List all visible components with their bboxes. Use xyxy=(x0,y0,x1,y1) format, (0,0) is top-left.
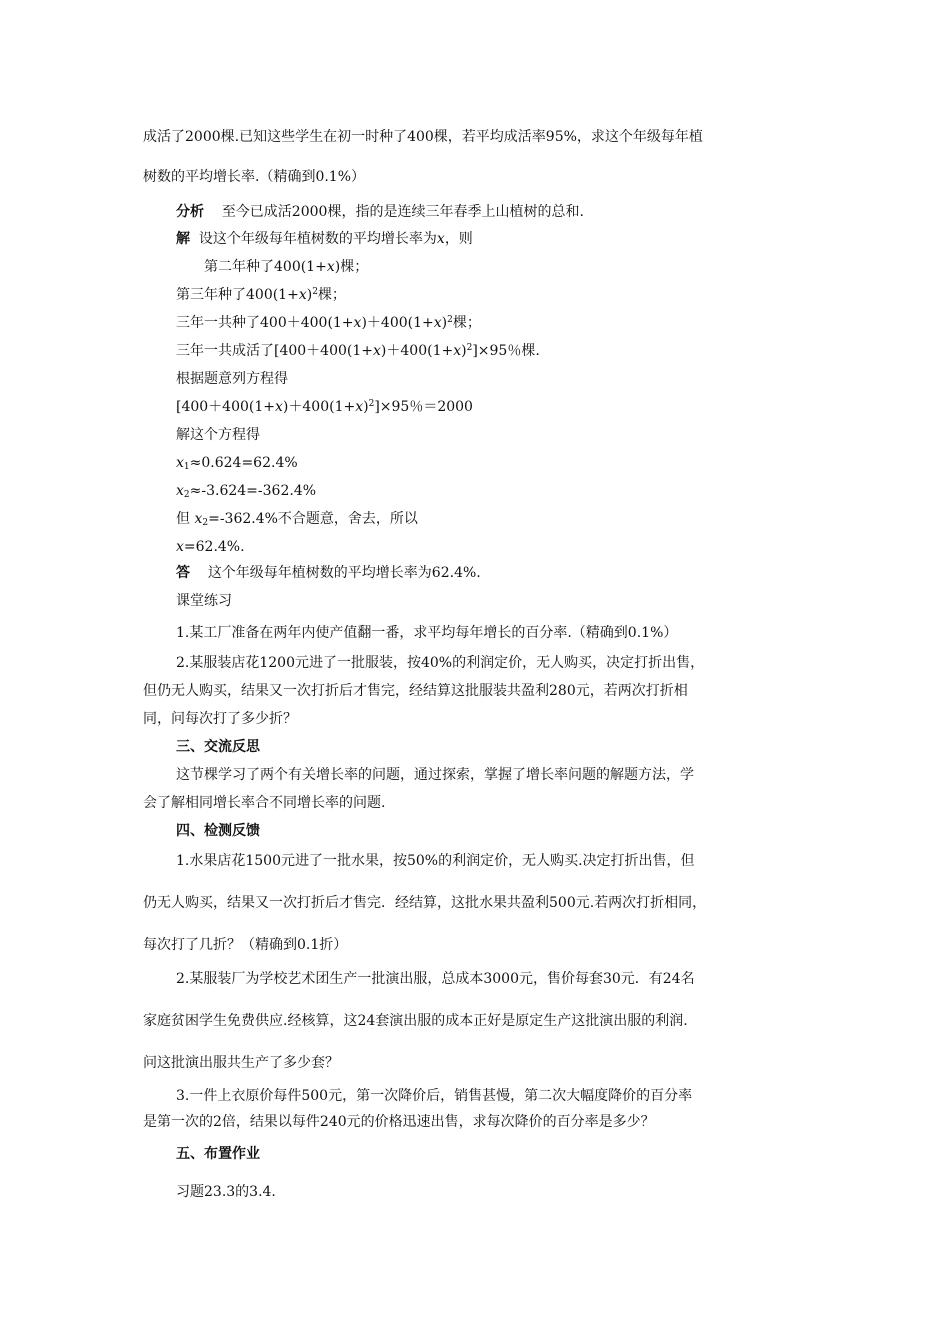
feedback-question-3-line-2: 是第一次的2倍，结果以每件240元的价格迅速出售，求每次降价的百分率是多少？ xyxy=(143,1114,655,1130)
homework-heading: 五、布置作业 xyxy=(176,1146,260,1162)
problem-text-line-2: 树数的平均增长率.（精确到0.1%） xyxy=(143,169,366,185)
practice-question-2-line-1: 2.某服装店花1200元进了一批服装，按40%的利润定价，无人购买，决定打折出售， xyxy=(176,655,705,671)
solution-root-2: $x_2\approx-3.624=-362.4\%$ xyxy=(176,483,317,500)
solution-total-planted: 三年一共种了$400+400(1+x)+400(1+x)^2$棵； xyxy=(176,315,481,331)
reflection-line-1: 这节棵学习了两个有关增长率的问题，通过探索，掌握了增长率问题的解题方法，学 xyxy=(176,767,694,783)
feedback-question-2-line-1: 2.某服装厂为学校艺术团生产一批演出服，总成本3000元，售价每套30元．有24名 xyxy=(176,971,695,987)
solution-year-2: 第二年种了400(1+x)棵； xyxy=(204,259,369,275)
feedback-question-3-line-1: 3.一件上衣原价每件500元，第一次降价后，销售甚慢，第二次大幅度降价的百分率 xyxy=(176,1088,693,1104)
feedback-question-2-line-3: 问这批演出服共生产了多少套？ xyxy=(143,1055,339,1071)
solution-root-1: $x_1\approx 0.624=62.4\%$ xyxy=(176,455,298,472)
analysis-label: 分析 xyxy=(176,204,204,220)
answer-label: 答 xyxy=(176,565,190,581)
solution-intro: 解 设这个年级每年植树数的平均增长率为x，则 xyxy=(176,231,473,247)
analysis-text: 至今已成活2000棵，指的是连续三年春季上山植树的总和. xyxy=(221,204,584,220)
solution-final: x=62.4%. xyxy=(176,539,245,555)
solution-label: 解 xyxy=(176,231,190,247)
homework-text: 习题23.3的3.4. xyxy=(176,1184,276,1200)
solution-setup: 根据题意列方程得 xyxy=(176,371,288,387)
solution-year-3: 第三年种了$400(1+x)^2$棵； xyxy=(176,287,346,303)
practice-question-1: 1.某工厂准备在两年内使产值翻一番，求平均每年增长的百分率.（精确到0.1%） xyxy=(176,625,678,641)
solution-reject: 但 $x_2=-362.4\%$不合题意，舍去，所以 xyxy=(176,511,418,528)
feedback-question-2-line-2: 家庭贫困学生免费供应.经核算，这24套演出服的成本正好是原定生产这批演出服的利润. xyxy=(143,1013,688,1029)
reflection-line-2: 会了解相同增长率合不同增长率的问题. xyxy=(143,795,386,811)
practice-question-2-line-2: 但仍无人购买，结果又一次打折后才售完，经结算这批服装共盈利280元，若两次打折相 xyxy=(143,683,688,699)
practice-heading: 课堂练习 xyxy=(176,593,232,609)
feedback-question-1-line-2: 仍无人购买，结果又一次打折后才售完．经结算，这批水果共盈利500元.若两次打折相同， xyxy=(143,895,707,911)
feedback-heading: 四、检测反馈 xyxy=(176,823,260,839)
reflection-heading: 三、交流反思 xyxy=(176,739,260,755)
feedback-question-1-line-1: 1.水果店花1500元进了一批水果，按50%的利润定价，无人购买.决定打折出售，但 xyxy=(176,853,695,869)
answer-text: 这个年级每年植树数的平均增长率为62.4%. xyxy=(207,565,481,581)
solution-equation: $[400+400(1+x)+400(1+x)^2]\times 95$％＝2000 xyxy=(176,399,473,415)
analysis-paragraph xyxy=(176,202,584,222)
practice-question-2-line-3: 同，问每次打了多少折？ xyxy=(143,711,297,727)
problem-text-line-1: 成活了2000棵.已知这些学生在初一时种了400棵，若平均成活率95%，求这个年级每年植 xyxy=(143,129,703,145)
solution-total-survived: 三年一共成活了$[400+400(1+x)+400(1+x)^2]\times 95$％棵. xyxy=(176,343,540,359)
answer-paragraph xyxy=(176,563,481,583)
feedback-question-1-line-3: 每次打了几折？（精确到0.1折） xyxy=(143,937,348,953)
solution-solve: 解这个方程得 xyxy=(176,427,260,443)
